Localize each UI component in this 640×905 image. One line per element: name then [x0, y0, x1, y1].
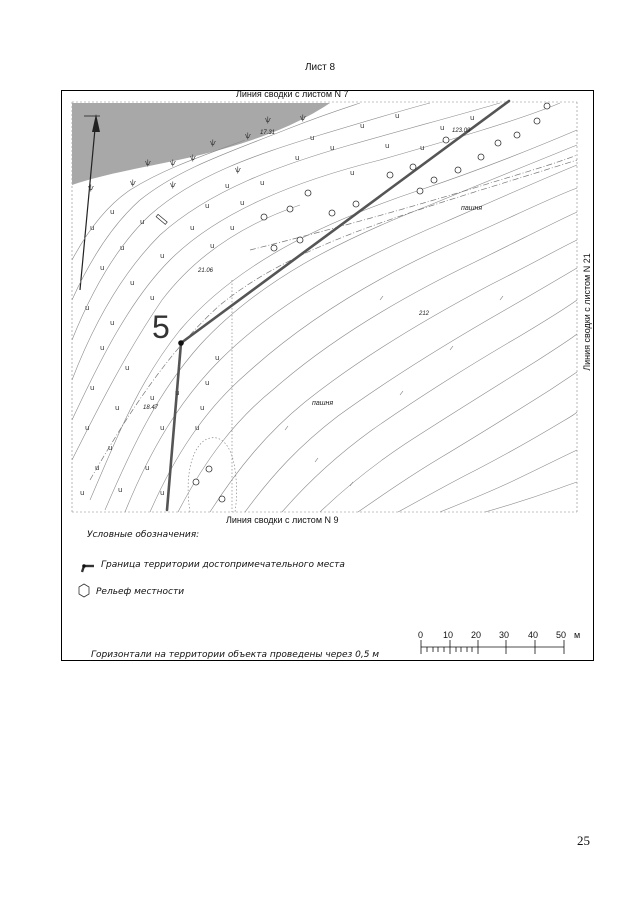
svg-text:u: u	[115, 404, 120, 412]
label-top-sheet: Линия сводки с листом N 7	[236, 89, 349, 99]
svg-text:u: u	[95, 464, 100, 472]
svg-text:u: u	[200, 404, 205, 412]
elevation-label: 123.09	[452, 128, 471, 134]
svg-text:ѱ: ѱ	[130, 179, 137, 187]
sheet-title: Лист 8	[304, 62, 336, 73]
svg-text:ѱ: ѱ	[300, 114, 307, 122]
svg-text:u: u	[385, 142, 390, 150]
svg-text:u: u	[90, 224, 95, 232]
svg-text:u: u	[260, 179, 265, 187]
svg-text:u: u	[350, 169, 355, 177]
svg-text:ѱ: ѱ	[88, 184, 95, 192]
svg-text:ѱ: ѱ	[235, 166, 242, 174]
contour-ticks	[285, 296, 503, 486]
scale-bar	[421, 640, 564, 654]
elevation-label: 212	[419, 311, 430, 317]
boundary-vertex	[178, 340, 184, 346]
svg-text:u: u	[205, 202, 210, 210]
scale-tick-label: 0	[418, 630, 424, 640]
point-marker: 5	[152, 309, 170, 345]
svg-text:u: u	[125, 364, 130, 372]
scale-tick-label: 10	[443, 630, 454, 640]
svg-text:u: u	[175, 389, 180, 397]
scale-tick-label: 40	[528, 630, 539, 640]
svg-text:u: u	[118, 486, 123, 494]
svg-text:u: u	[160, 424, 165, 432]
svg-text:u: u	[310, 134, 315, 142]
svg-text:u: u	[205, 379, 210, 387]
page-number: 25	[577, 833, 590, 848]
legend-relief-symbol	[79, 584, 89, 597]
elevation-label: 18.47	[143, 405, 159, 411]
svg-text:u: u	[85, 304, 90, 312]
svg-text:ѱ: ѱ	[245, 132, 252, 140]
svg-text:u: u	[140, 218, 145, 226]
svg-text:u: u	[150, 294, 155, 302]
svg-text:u: u	[145, 464, 150, 472]
svg-text:u: u	[395, 112, 400, 120]
svg-text:u: u	[295, 154, 300, 162]
svg-text:u: u	[130, 279, 135, 287]
svg-text:u: u	[110, 208, 115, 216]
svg-text:u: u	[108, 444, 113, 452]
svg-text:u: u	[195, 424, 200, 432]
svg-text:u: u	[210, 242, 215, 250]
area-label: пашня	[461, 205, 483, 212]
label-right-sheet: Линия сводки с листом N 21	[582, 253, 592, 371]
svg-text:ѱ: ѱ	[265, 116, 272, 124]
scale-tick-label: 50	[556, 630, 567, 640]
contour-note: Горизонтали на территории объекта проведены через 0,5 м	[91, 650, 380, 660]
svg-text:u: u	[240, 199, 245, 207]
svg-text:ѱ: ѱ	[190, 154, 197, 162]
svg-text:u: u	[100, 344, 105, 352]
svg-text:ѱ: ѱ	[210, 139, 217, 147]
svg-text:u: u	[420, 144, 425, 152]
svg-text:ѱ: ѱ	[170, 181, 177, 189]
elevation-label: 17.31	[260, 130, 276, 136]
scale-tick-label: 30	[499, 630, 510, 640]
svg-text:u: u	[215, 354, 220, 362]
svg-text:u: u	[440, 124, 445, 132]
svg-text:u: u	[160, 252, 165, 260]
area-label: пашня	[312, 400, 334, 407]
svg-text:u: u	[230, 224, 235, 232]
svg-text:u: u	[80, 489, 85, 497]
scale-tick-label: 20	[471, 630, 482, 640]
svg-text:u: u	[100, 264, 105, 272]
label-bottom-sheet: Линия сводки с листом N 9	[226, 515, 339, 525]
svg-text:u: u	[85, 424, 90, 432]
svg-text:u: u	[470, 114, 475, 122]
territory-boundary	[167, 101, 509, 510]
legend-relief-label: Рельеф местности	[96, 587, 185, 597]
svg-text:u: u	[150, 394, 155, 402]
legend-boundary-symbol	[82, 564, 94, 572]
svg-text:u: u	[330, 144, 335, 152]
svg-text:ѱ: ѱ	[170, 159, 177, 167]
svg-text:u: u	[110, 319, 115, 327]
svg-text:u: u	[190, 224, 195, 232]
legend-title: Условные обозначения:	[87, 530, 200, 540]
object-symbol	[156, 214, 167, 224]
scale-unit: м	[574, 630, 581, 640]
svg-text:ѱ: ѱ	[145, 159, 152, 167]
svg-text:u: u	[120, 244, 125, 252]
elevation-label: 21.06	[198, 268, 214, 274]
svg-text:u: u	[360, 122, 365, 130]
svg-text:u: u	[160, 489, 165, 497]
dotted-lines	[188, 280, 236, 512]
svg-text:u: u	[90, 384, 95, 392]
svg-text:u: u	[225, 182, 230, 190]
legend-boundary-label: Граница территории достопримечательного места	[101, 560, 345, 570]
